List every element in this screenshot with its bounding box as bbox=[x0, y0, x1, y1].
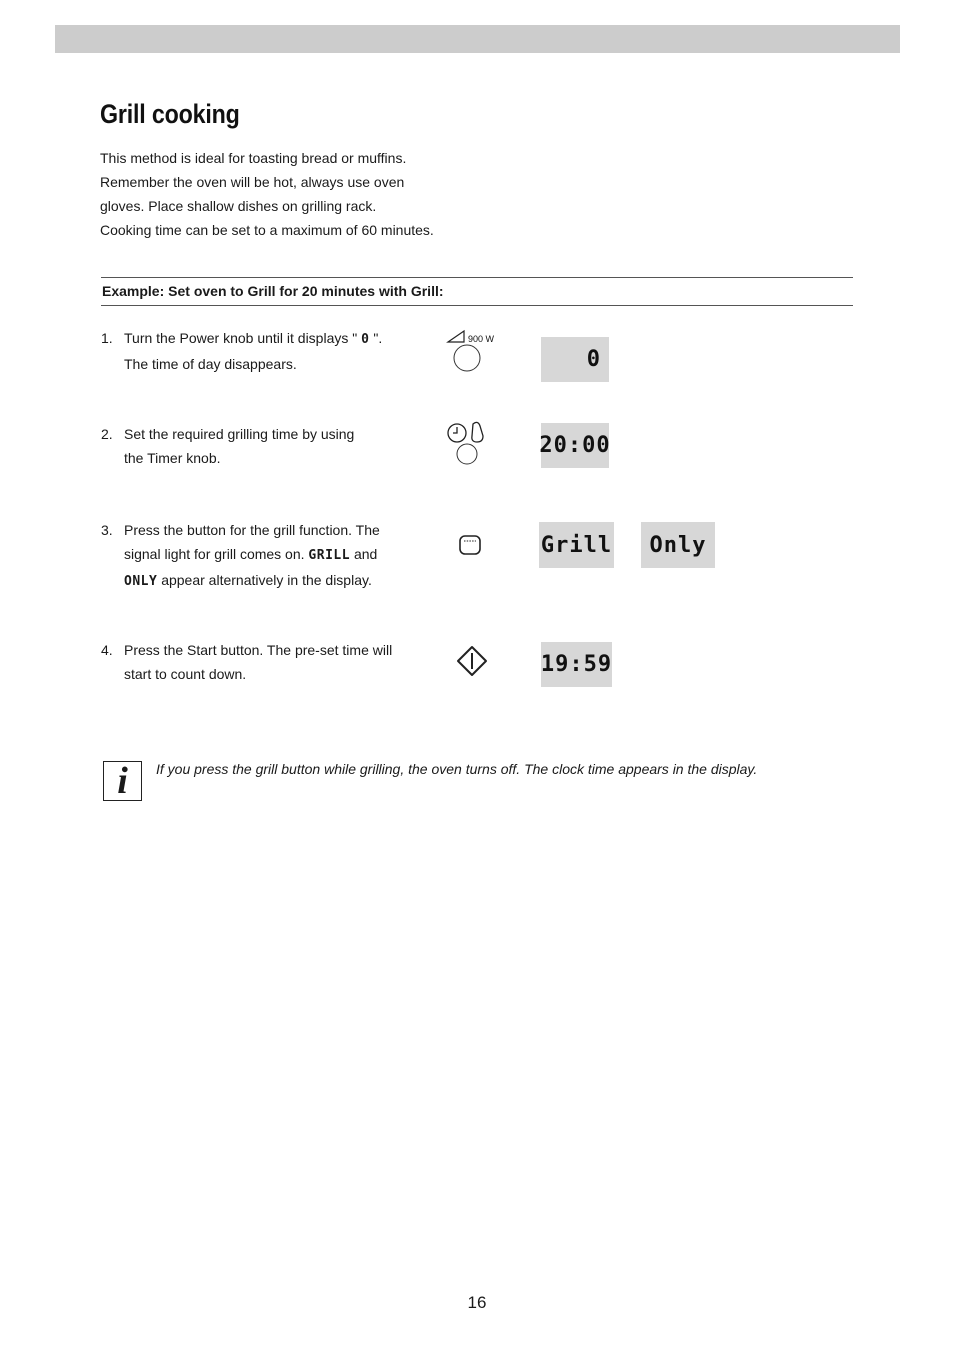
divider-bottom bbox=[101, 305, 853, 306]
step-text bbox=[124, 422, 424, 470]
step-text-part: ". bbox=[369, 330, 383, 346]
step-text-part: and bbox=[350, 546, 378, 562]
lcd-display: 19:59 bbox=[541, 642, 612, 687]
grill-button-icon bbox=[458, 534, 484, 558]
step-text-part: Turn the Power knob until it displays " bbox=[124, 330, 362, 346]
info-note: If you press the grill button while grilling, the oven turns off. The clock time appears in the display. bbox=[156, 761, 758, 777]
lcd-display: 0 bbox=[541, 337, 609, 382]
info-icon: i bbox=[103, 761, 142, 801]
page-number: 16 bbox=[467, 1293, 487, 1312]
step-text bbox=[124, 518, 424, 594]
example-heading: Example: Set oven to Grill for 20 minutes with Grill: bbox=[102, 283, 444, 299]
step-text-part: appear alternatively in the display. bbox=[157, 572, 372, 588]
step-number: 2. bbox=[101, 426, 113, 442]
segment-text: 0 bbox=[361, 332, 370, 347]
segment-text: GRILL bbox=[308, 548, 351, 563]
intro-paragraph bbox=[100, 146, 500, 242]
timer-knob-icon bbox=[446, 420, 490, 466]
step-text bbox=[124, 638, 424, 686]
step-text-line: start to count down. bbox=[124, 666, 247, 682]
divider-top bbox=[101, 277, 853, 278]
intro-line: gloves. Place shallow dishes on grilling rack. bbox=[100, 198, 377, 214]
step-number: 4. bbox=[101, 642, 113, 658]
intro-line: This method is ideal for toasting bread or muffins. bbox=[100, 150, 407, 166]
intro-line: Remember the oven will be hot, always use oven bbox=[100, 174, 405, 190]
step-text-line: The time of day disappears. bbox=[124, 356, 297, 372]
lcd-display: Only bbox=[641, 522, 715, 568]
step-text-line: Press the Start button. The pre-set time will bbox=[124, 642, 393, 658]
lcd-display: 20:00 bbox=[541, 423, 609, 468]
segment-text: ONLY bbox=[124, 574, 158, 589]
step-text-line: Press the button for the grill function. The bbox=[124, 522, 380, 538]
lcd-display: Grill bbox=[539, 522, 614, 568]
header-bar bbox=[55, 25, 900, 53]
step-text-part: signal light for grill comes on. bbox=[124, 546, 309, 562]
step-text-line: Set the required grilling time by using bbox=[124, 426, 355, 442]
step-number: 1. bbox=[101, 330, 113, 346]
power-label: 900 W bbox=[468, 334, 495, 344]
power-knob-icon bbox=[446, 328, 506, 374]
intro-line: Cooking time can be set to a maximum of 60 minutes. bbox=[100, 222, 434, 238]
page-title: Grill cooking bbox=[100, 99, 240, 129]
start-button-icon bbox=[456, 645, 490, 679]
step-number: 3. bbox=[101, 522, 113, 538]
step-text bbox=[124, 326, 424, 376]
step-text-line: the Timer knob. bbox=[124, 450, 221, 466]
